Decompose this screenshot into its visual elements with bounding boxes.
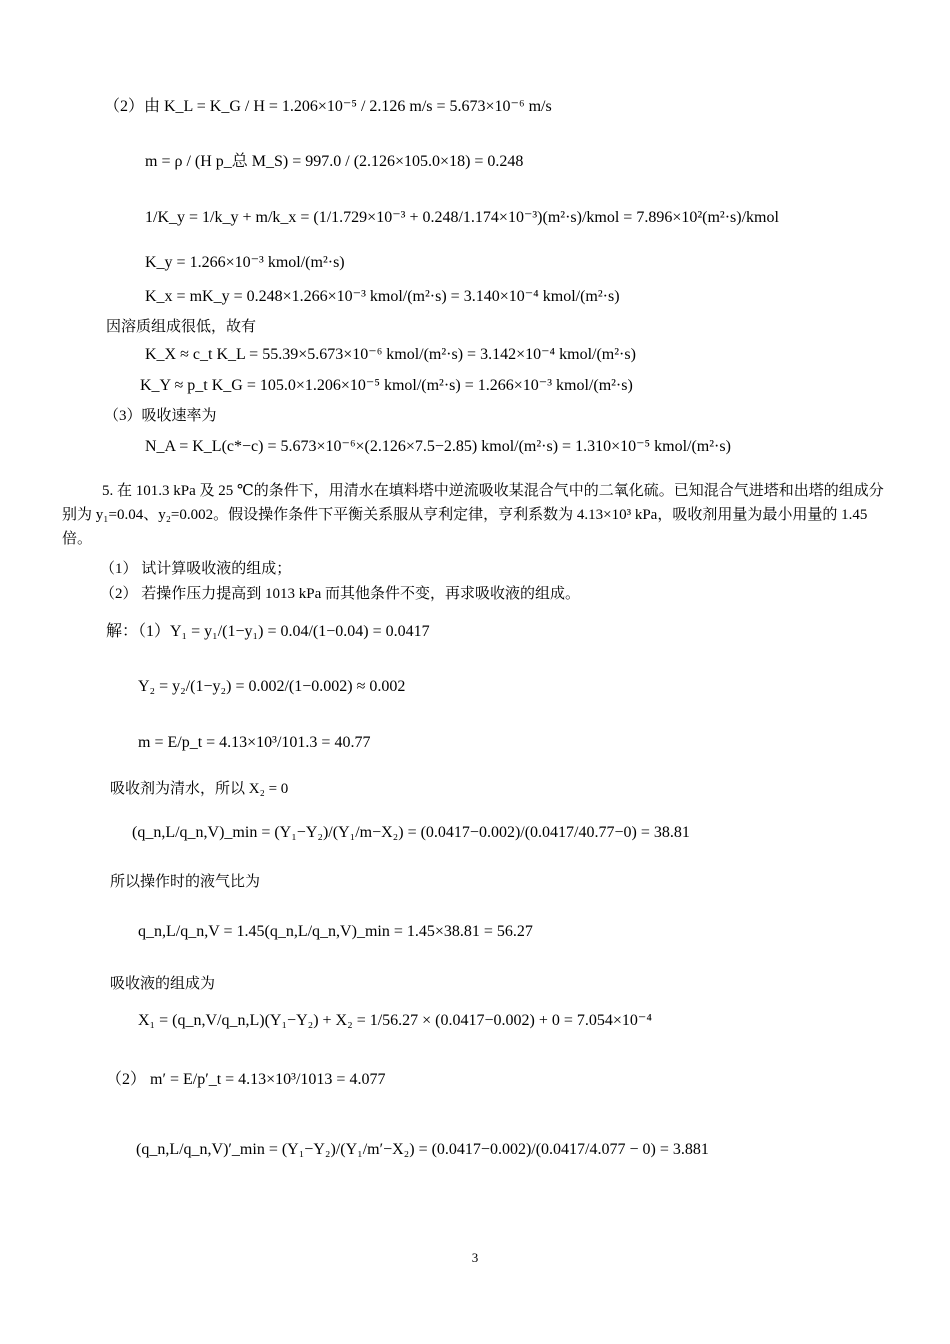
dilute-note: 因溶质组成很低，故有 — [106, 319, 257, 335]
equation-min-ratio: (q_n,L/q_n,V)_min = (Y₁−Y₂)/(Y₁/m−X₂) = (0.0417−0.002)/(0.0417/40.77−0) = 38.81 — [132, 824, 690, 841]
equation-Y2: Y₂ = y₂/(1−y₂) = 0.002/(1−0.002) ≈ 0.002 — [138, 678, 406, 695]
equation-m-solution: m = E/p_t = 4.13×10³/101.3 = 40.77 — [138, 734, 371, 751]
question-2: （2） 若操作压力提高到 1013 kPa 而其他条件不变，再求吸收液的组成。 — [100, 586, 581, 602]
equation-m: m = ρ / (H p_总 M_S) = 997.0 / (2.126×105.0×18) = 0.248 — [145, 153, 524, 170]
equation-min-ratio-prime: (q_n,L/q_n,V)′_min = (Y₁−Y₂)/(Y₁/m′−X₂) = (0.0417−0.002)/(0.0417/4.077 − 0) = 3.881 — [136, 1141, 709, 1158]
problem-5-statement: 5. 在 101.3 kPa 及 25 ℃的条件下，用清水在填料塔中逆流吸收某混合气中的二氧化硫。已知混合气进塔和出塔的组成分别为 y₁=0.04、y₂=0.002。假设操作条件下平衡关系服从亨利定律，亨利系数为 4.13×10³ kPa，吸收剂用量为最小用量的 1.45 倍。 — [62, 483, 884, 547]
part3-label: （3）吸收速率为 — [104, 408, 217, 424]
question-1: （1） 试计算吸收液的组成； — [100, 561, 292, 577]
operating-ratio-note: 所以操作时的液气比为 — [110, 874, 261, 890]
page-number: 3 — [471, 1250, 479, 1265]
equation-kl: （2）由 K_L = K_G / H = 1.206×10⁻⁵ / 2.126 m/s = 5.673×10⁻⁶ m/s — [104, 98, 552, 115]
equation-X1: X₁ = (q_n,V/q_n,L)(Y₁−Y₂) + X₂ = 1/56.27 × (0.0417−0.002) + 0 = 7.054×10⁻⁴ — [138, 1012, 652, 1029]
equation-kY: K_Y ≈ p_t K_G = 105.0×1.206×10⁻⁵ kmol/(m²·s) = 1.266×10⁻³ kmol/(m²·s) — [140, 377, 633, 394]
equation-kx: K_x = mK_y = 0.248×1.266×10⁻³ kmol/(m²·s) = 3.140×10⁻⁴ kmol/(m²·s) — [145, 288, 620, 305]
equation-inverse-ky: 1/K_y = 1/k_y + m/k_x = (1/1.729×10⁻³ + 0.248/1.174×10⁻³)(m²·s)/kmol = 7.896×10²(m²·s)/kmol — [145, 209, 779, 226]
equation-absorption-rate: N_A = K_L(c*−c) = 5.673×10⁻⁶×(2.126×7.5−2.85) kmol/(m²·s) = 1.310×10⁻⁵ kmol/(m²·s) — [145, 438, 731, 455]
absorbent-note: 吸收剂为清水，所以 X₂ = 0 — [110, 781, 289, 797]
equation-operating-ratio: q_n,L/q_n,V = 1.45(q_n,L/q_n,V)_min = 1.45×38.81 = 56.27 — [138, 923, 533, 940]
equation-kX: K_X ≈ c_t K_L = 55.39×5.673×10⁻⁶ kmol/(m²·s) = 3.142×10⁻⁴ kmol/(m²·s) — [145, 346, 636, 363]
equation-Y1: 解：（1）Y₁ = y₁/(1−y₁) = 0.04/(1−0.04) = 0.0417 — [106, 623, 430, 640]
liquid-composition-note: 吸收液的组成为 — [110, 976, 216, 992]
equation-m-prime: （2） m′ = E/p′_t = 4.13×10³/1013 = 4.077 — [106, 1071, 386, 1088]
equation-ky: K_y = 1.266×10⁻³ kmol/(m²·s) — [145, 254, 345, 271]
